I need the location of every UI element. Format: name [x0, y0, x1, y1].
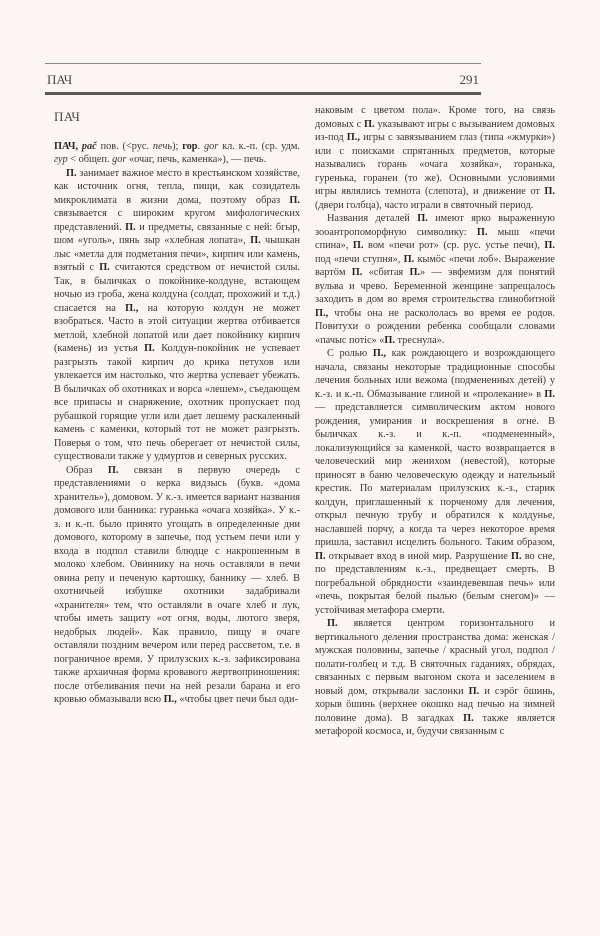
paragraph-3: Названия деталей П. имеют ярко выраженную зооантропоморфную символику: П. мыш «печи спина», П. вом «печи рот» (ср. рус. устье печи), П. под «печи ступня», П. кымöс «печи лоб». Выражение вартöм П. «сбитая П.» — эвфемизм для понятий вульва и чрево. Беременной женщине запрещалось заходить в дом во время строительства глинобитной П., чтобы она не раскололась во время ее родов. Повитухи о рождении ребенка сообщали словами «пачыс потiс» «П. треснула».: [315, 213, 556, 346]
etymology-line: ПАЧ, pač пов. (<рус. печь); гор. gor кл. к.-п. (ср. удм. гур < общеп. gor «очаг, печь, каменка»), — печь.: [54, 140, 300, 165]
right-column: [315, 104, 555, 739]
running-header: [47, 72, 479, 88]
paragraph-5: П. является центром горизонтального и вертикального деления пространства дома: женская / мужская половины, запечье / красный угол, подпол / полати-голбец и т.д. В святочных гаданиях, обрядах, связанных с первым выгоном скота и заселением в новый дом, открывали заслонки П. и сэрöг öшинь, хорыв öшинь (верхнее окошко над печью на зимней половине дома). В загадках П. также является метафорой космоса, и, будучи связанным с: [315, 618, 555, 737]
paragraph-2: Образ П. связан в первую очередь с представлениями о керка видзысь (букв. «дома хранитель»), домовом. У к.-з. имеется вариант названия домового или банника: гуранька «очага хозяйка». У к.-з. и к.-п. было принято угощать в определенные дни домового, которому в запечье, под устьем печи или у входа в подпол ставили блюдце с накрошенным в молоко хлебом. Овиннику на ночь оставляли в печи овина репу и печеную картошку, баннику — хлеб. В охотничьей избушке охотники задабривали «хранителя» тем, что оставляли в очаге хлеб и лук, чтобы иметь защиту «от огня, воды, лютого зверя, недобрых людей». Как правило, пищу в очаге оставляли поздним вечером или перед рассветом, т.е. в пограничное время. У прилузских к.-з. зафиксирована также архаичная форма кровавого жертвоприношения: после отбеливания печи на ней резали барана и его кровью обмазывали всю П., «чтобы цвет печи был оди-: [54, 464, 300, 705]
header-top-rule: [45, 63, 481, 64]
continuation-paragraph: наковым с цветом пола». Кроме того, на связь домовых с П. указывают игры с вызыванием домовых из-под П., игры с завязыванием глаз (типа «жмурки») или с поисками спрятанных предметов, которые назывались горань «очага хозяйка», горанька, гуренька, горанеи (то же). Основными условиями игры являлись темнота (слепота), и движение от П. (двери голбца), часто играли в святочный период.: [315, 105, 555, 211]
left-column: [54, 110, 300, 707]
page-number: 291: [459, 72, 479, 87]
paragraph-1: П. занимает важное место в крестьянском хозяйстве, как источник огня, тепла, пищи, как созидатель микроклимата в жизни дома, поэтому образ П. связывается с широким кругом мифологических представлений. П. и предметы, связанные с ней: бгыр, шом «уголь», пянь зыр «хлебная лопата», П. чышкан лыс «метла для подметания печи», кирпич или камень, взятый с П. считаются средством от нечистой силы. Так, в быличках о покойнике-колдуне, встающем ночью из гроба, жена колдуна (солдат, прохожий и т.д.) спасается на П., на которую колдун не может взобраться. Часто в этой ситуации жертва отбивается метлой, хлебной лопатой или дает покойнику кирпич (камень) из устья П. Колдун-покойник не успевает разгрызть такой кирпич до крика петухов или увлекается им настолько, что жертва успевает убежать. В быличках об охотниках и ворса «лешем», съедающем все припасы и снаряжение, охотник пропускает под рубашкой горящие угли или дает лешему раскаленный камень с каменки, который тот не может разгрызть. Поверья о том, что печь оберегает от нечистой силы, существовали также у удмуртов и северных русских.: [54, 167, 301, 462]
entry-headword: ПАЧ: [54, 109, 81, 124]
paragraph-4: С ролью П., как рождающего и возрождающего начала, связаны некоторые традиционные способы лечения больных или вежома (подмененных детей) у к.-з. и к.-п. Обмазывание глиной и «пролекание» в П. — представляется символическим актом нового рождения, умирания и воскрешения в огне. В быличках к.-з. и к.-п. «подмененный», локализующийся за каменкой, часто возвращается в человеческий мир женихом (невестой), которые приносят в баню человеческую одежду и нательный крестик. По материалам прилузских к.-з., старик колдун, приглашенный к порченому для лечения, открыл печную трубу и обратился к колдунье, наславшей порчу, а когда та через некоторое время пришла, заставил исцелить больного. Таким образом, П. открывает вход в иной мир. Разрушение П. во сне, по представлениям к.-з., предвещает смерть. В погребальной обрядности «заиндевевшая печь» или «печь, покрытая белой пылью (белым снегом)» — устойчивая метафора смерти.: [315, 348, 555, 616]
header-bottom-rule: [45, 92, 481, 95]
running-title: ПАЧ: [47, 72, 73, 87]
